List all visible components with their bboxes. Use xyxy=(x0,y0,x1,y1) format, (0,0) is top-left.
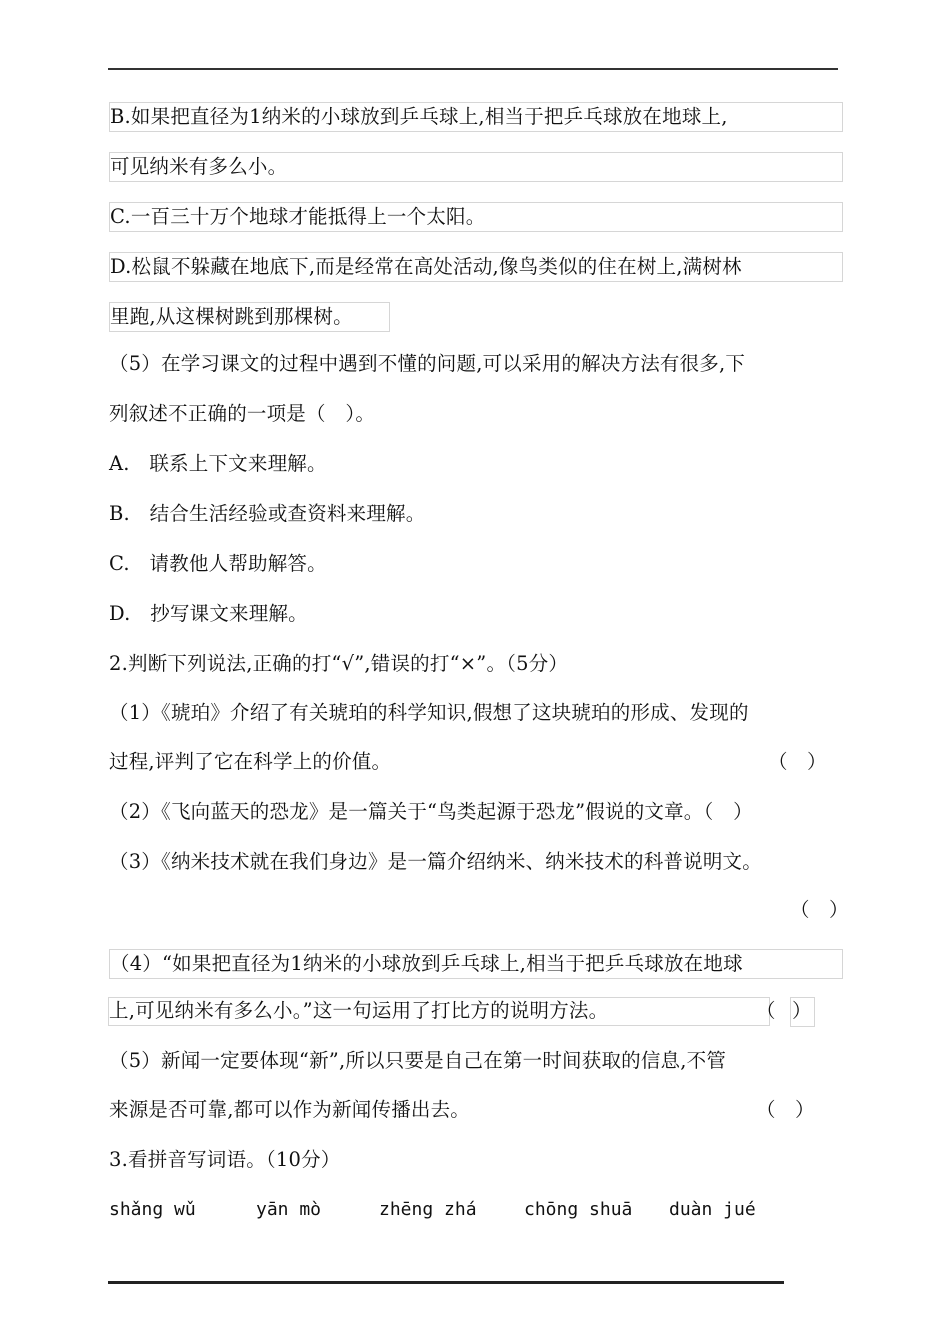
q4-option-b-line2: 可见纳米有多么小。 xyxy=(109,152,843,182)
judge-1-line2: 过程,评判了它在科学上的价值。 xyxy=(109,750,392,773)
pinyin-item: zhēng zhá xyxy=(379,1199,477,1220)
pinyin-item: shǎng wǔ xyxy=(109,1199,196,1220)
judge-4-line2: 上,可见纳米有多么小。”这一句运用了打比方的说明方法。 xyxy=(109,999,609,1022)
section2-title: 2.判断下列说法,正确的打“√”,错误的打“×”。（5分） xyxy=(109,652,569,675)
pinyin-item: chōng shuā xyxy=(524,1199,633,1220)
judge-3-answer-paren[interactable]: （ ） xyxy=(790,898,849,921)
judge-5-line1: （5）新闻一定要体现“新”,所以只要是自己在第一时间获取的信息,不管 xyxy=(109,1049,727,1072)
section3-title: 3.看拼音写词语。（10分） xyxy=(109,1148,341,1171)
judge-5-line2: 来源是否可靠,都可以作为新闻传播出去。 xyxy=(109,1098,470,1121)
q4-option-d-line2: 里跑,从这棵树跳到那棵树。 xyxy=(109,302,390,332)
q5-option-d: D. 抄写课文来理解。 xyxy=(109,602,308,625)
q5-stem-line1: （5）在学习课文的过程中遇到不懂的问题,可以采用的解决方法有很多,下 xyxy=(109,352,746,375)
q4-option-d-line1: D.松鼠不躲藏在地底下,而是经常在高处活动,像鸟类似的住在树上,满树林 xyxy=(109,252,843,282)
judge-3: （3）《纳米技术就在我们身边》是一篇介绍纳米、纳米技术的科普说明文。 xyxy=(109,850,762,873)
pinyin-item: duàn jué xyxy=(669,1199,756,1220)
judge-1-answer-paren[interactable]: （ ） xyxy=(768,750,827,773)
header-rule xyxy=(108,68,838,70)
footer-rule xyxy=(108,1281,784,1284)
q4-option-b-line1: B.如果把直径为1纳米的小球放到乒乓球上,相当于把乒乓球放在地球上, xyxy=(109,102,843,132)
q5-option-c: C. 请教他人帮助解答。 xyxy=(109,552,327,575)
q5-stem-line2: 列叙述不正确的一项是（ ）。 xyxy=(109,402,376,425)
pinyin-item: yān mò xyxy=(256,1199,322,1220)
q5-option-b: B. 结合生活经验或查资料来理解。 xyxy=(109,502,426,525)
judge-4-answer-paren-close: ） xyxy=(792,999,812,1022)
q4-option-c: C.一百三十万个地球才能抵得上一个太阳。 xyxy=(109,202,843,232)
judge-1-line1: （1）《琥珀》介绍了有关琥珀的科学知识,假想了这块琥珀的形成、发现的 xyxy=(109,701,749,724)
judge-4-line2-frame xyxy=(108,997,770,1026)
judge-4-answer-paren-open[interactable]: （ xyxy=(756,999,776,1022)
judge-5-answer-paren[interactable]: （ ） xyxy=(756,1098,815,1121)
judge-2: （2）《飞向蓝天的恐龙》是一篇关于“鸟类起源于恐龙”假说的文章。（ ） xyxy=(109,800,753,823)
judge-4-line1: （4）“如果把直径为1纳米的小球放到乒乓球上,相当于把乒乓球放在地球 xyxy=(109,949,843,979)
q5-option-a: A. 联系上下文来理解。 xyxy=(109,452,327,475)
